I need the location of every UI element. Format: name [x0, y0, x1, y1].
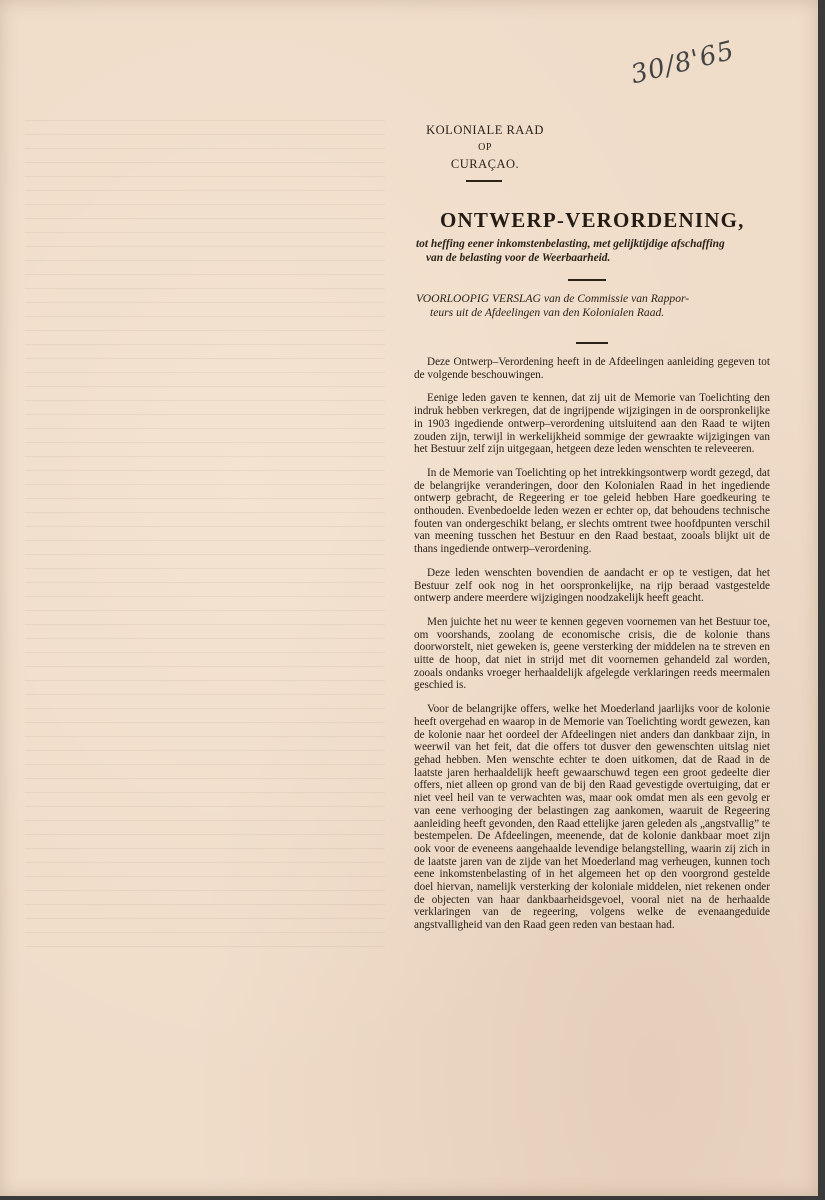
report-line-2: teurs uit de Afdeelingen van den Kolonialen Raad. [430, 305, 665, 319]
paragraph: In de Memorie van Toelichting op het intrekkingsontwerp wordt gezegd, dat de belangrijke veranderingen, door den Kolonialen Raad in het ingediende ontwerp gebracht, de Regeering er toe geleid hebben Hare goedkeuring te onthouden. Evenbedoelde leden wezen er echter op, dat behoudens technische fouten van ondergeschikt belang, er slechts omtrent twee hoofdpunten verschil van meening tusschen het Bestuur en den Raad bestaat, zooals blijkt uit de thans ingediende ontwerp–verordening. [414, 466, 770, 556]
paragraph: Deze Ontwerp–Verordening heeft in de Afdeelingen aanleiding gegeven tot de volgende beschouwingen. [414, 356, 770, 381]
report-divider [576, 342, 608, 344]
body-text [414, 356, 770, 943]
report-heading [416, 292, 786, 319]
paragraph: Voor de belangrijke offers, welke het Moederland jaarlijks voor de kolonie heeft overgehad en waarop in de Memorie van Toelichting wordt gewezen, kan de kolonie naar het oordeel der Afdeelingen niet anders dan dankbaar zijn, in weerwil van het feit, dat die offers tot dusver den gewenschten uitslag niet gehad hebben. Men wenschte echter te doen uitkomen, dat de Raad in de laatste jaren herhaaldelijk heeft gewaarschuwd tegen een groot gedeelte dier offers, niet alleen op grond van de bij den Raad gevestigde overtuiging, dat er niet veel heil van te verwachten was, maar ook omdat men als een gevolg er van eene verhooging der belastingen zag aankomen, waaruit de Regeering aanleiding heeft gevonden, den Raad ettelijke jaren geleden als „angstvallig” te bestempelen. De Afdeelingen, meenende, dat de kolonie dankbaar moet zijn ook voor de eveneens aangehaalde levendige belangstelling, waarin zij zich in de laatste jaren van de zijde van het Moederland mag verheugen, kunnen toch eene inkomstenbelasting of in het algemeen het op den voorgrond gestelde doel hiervan, namelijk versterking der koloniale middelen, niet rekenen onder de objecten van haar dankbaarheidsgevoel, vooral niet na de herhaalde verklaringen van de regeering, volgens welke de evenaangeduide angstvalligheid van den Raad geen reden van bestaan had. [414, 703, 770, 932]
document-subtitle [416, 238, 786, 265]
subtitle-line-1: tot heffing eener inkomstenbelasting, met gelijktijdige afschaffing [416, 238, 725, 250]
header-line-2: OP [478, 142, 492, 153]
paragraph: Deze leden wenschten bovendien de aandacht er op te vestigen, dat het Bestuur zelf ook nog in het oorspronkelijke, na rijp beraad vastgestelde ontwerp andere meerdere wijzigingen noodzakelijk heeft geacht. [414, 566, 770, 605]
handwritten-date: 30/8'65 [627, 35, 738, 91]
subtitle-line-2: van de belasting voor de Weerbaarheid. [426, 251, 611, 264]
title-divider [568, 279, 606, 281]
document-title: ONTWERP-VERORDENING, [440, 208, 745, 232]
report-line-1: VOORLOOPIG VERSLAG van de Commissie van Rappor- [416, 292, 690, 305]
bleed-through-texture [25, 120, 385, 950]
paragraph: Men juichte het nu weer te kennen gegeven voornemen van het Bestuur toe, om voorshands, zoolang de economische crisis, die de kolonie thans doorworstelt, niet geweken is, geene versterking der middelen na te streven en uitte de hoop, dat niet in strijd met dit voornemen gehandeld zal worden, zooals ondanks vroeger herhaaldelijk afgelegde verklaringen reeds meermalen geschied is. [414, 615, 770, 692]
paragraph: Eenige leden gaven te kennen, dat zij uit de Memorie van Toelichting den indruk hebben verkregen, dat de ingrijpende wijzigingen in de oorspronkelijke in 1903 ingediende ontwerp–verordening uitsluitend aan den Raad te wijten zouden zijn, terwijl in werkelijkheid sommige der gewraakte wijzigingen van het Bestuur zelf zijn uitgegaan, hetgeen deze leden wenschten te releveeren. [414, 392, 770, 456]
council-header [415, 122, 555, 173]
header-line-1: KOLONIALE RAAD [426, 123, 544, 137]
header-line-3: CURAÇAO. [450, 157, 520, 171]
header-divider [466, 180, 502, 182]
